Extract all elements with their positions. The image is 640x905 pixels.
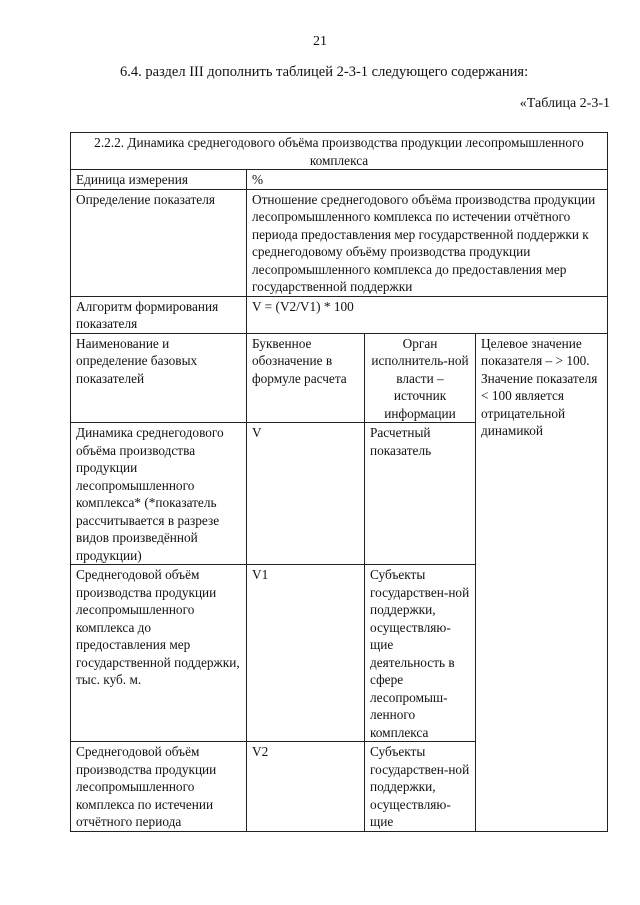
header-name: Наименование и определение базовых показателей bbox=[71, 333, 247, 423]
page-number: 21 bbox=[313, 34, 327, 49]
algorithm-label: Алгоритм формирования показателя bbox=[71, 296, 247, 333]
definition-value: Отношение среднегодового объёма производства продукции лесопромышленного комплекса по истечении отчётного периода предоставления мер государственной поддержки к среднегодовому объёму производства продукции лесопромышленного комплекса до предоставления мер государственной поддержки bbox=[247, 189, 608, 296]
row-symbol: V1 bbox=[247, 565, 365, 742]
definition-row bbox=[71, 189, 608, 296]
row-source: Расчетный показатель bbox=[365, 423, 476, 565]
unit-row bbox=[71, 170, 608, 190]
definition-label: Определение показателя bbox=[71, 189, 247, 296]
header-symbol: Буквенное обозначение в формуле расчета bbox=[247, 333, 365, 423]
header-row bbox=[71, 333, 608, 423]
unit-value: % bbox=[247, 170, 608, 190]
intro-text: 6.4. раздел III дополнить таблицей 2-3-1 следующего содержания: bbox=[120, 64, 529, 80]
table-title-row bbox=[71, 133, 608, 170]
indicator-table bbox=[70, 132, 608, 832]
row-symbol: V2 bbox=[247, 742, 365, 832]
algorithm-value: V = (V2/V1) * 100 bbox=[247, 296, 608, 333]
row-name: Среднегодовой объём производства продукции лесопромышленного комплекса до предоставления мер государственной поддержки, тыс. куб. м. bbox=[71, 565, 247, 742]
row-source: Субъекты государствен-ной поддержки, осуществляю-щие bbox=[365, 742, 476, 832]
row-name: Среднегодовой объём производства продукции лесопромышленного комплекса по истечении отчётного периода bbox=[71, 742, 247, 832]
header-source: Орган исполнитель-ной власти – источник информации bbox=[365, 333, 476, 423]
row-source: Субъекты государствен-ной поддержки, осуществляю-щие деятельность в сфере лесопромыш-ленного комплекса bbox=[365, 565, 476, 742]
row-symbol: V bbox=[247, 423, 365, 565]
target-value: Целевое значение показателя – > 100. Значение показателя < 100 является отрицательной динамикой bbox=[476, 333, 608, 831]
table-caption: «Таблица 2-3-1 bbox=[519, 96, 610, 111]
unit-label: Единица измерения bbox=[71, 170, 247, 190]
table-title: 2.2.2. Динамика среднегодового объёма производства продукции лесопромышленного комплекса bbox=[71, 133, 608, 170]
algorithm-row bbox=[71, 296, 608, 333]
row-name: Динамика среднегодового объёма производства продукции лесопромышленного комплекса* (*показатель рассчитывается в разрезе видов произведённой продукции) bbox=[71, 423, 247, 565]
